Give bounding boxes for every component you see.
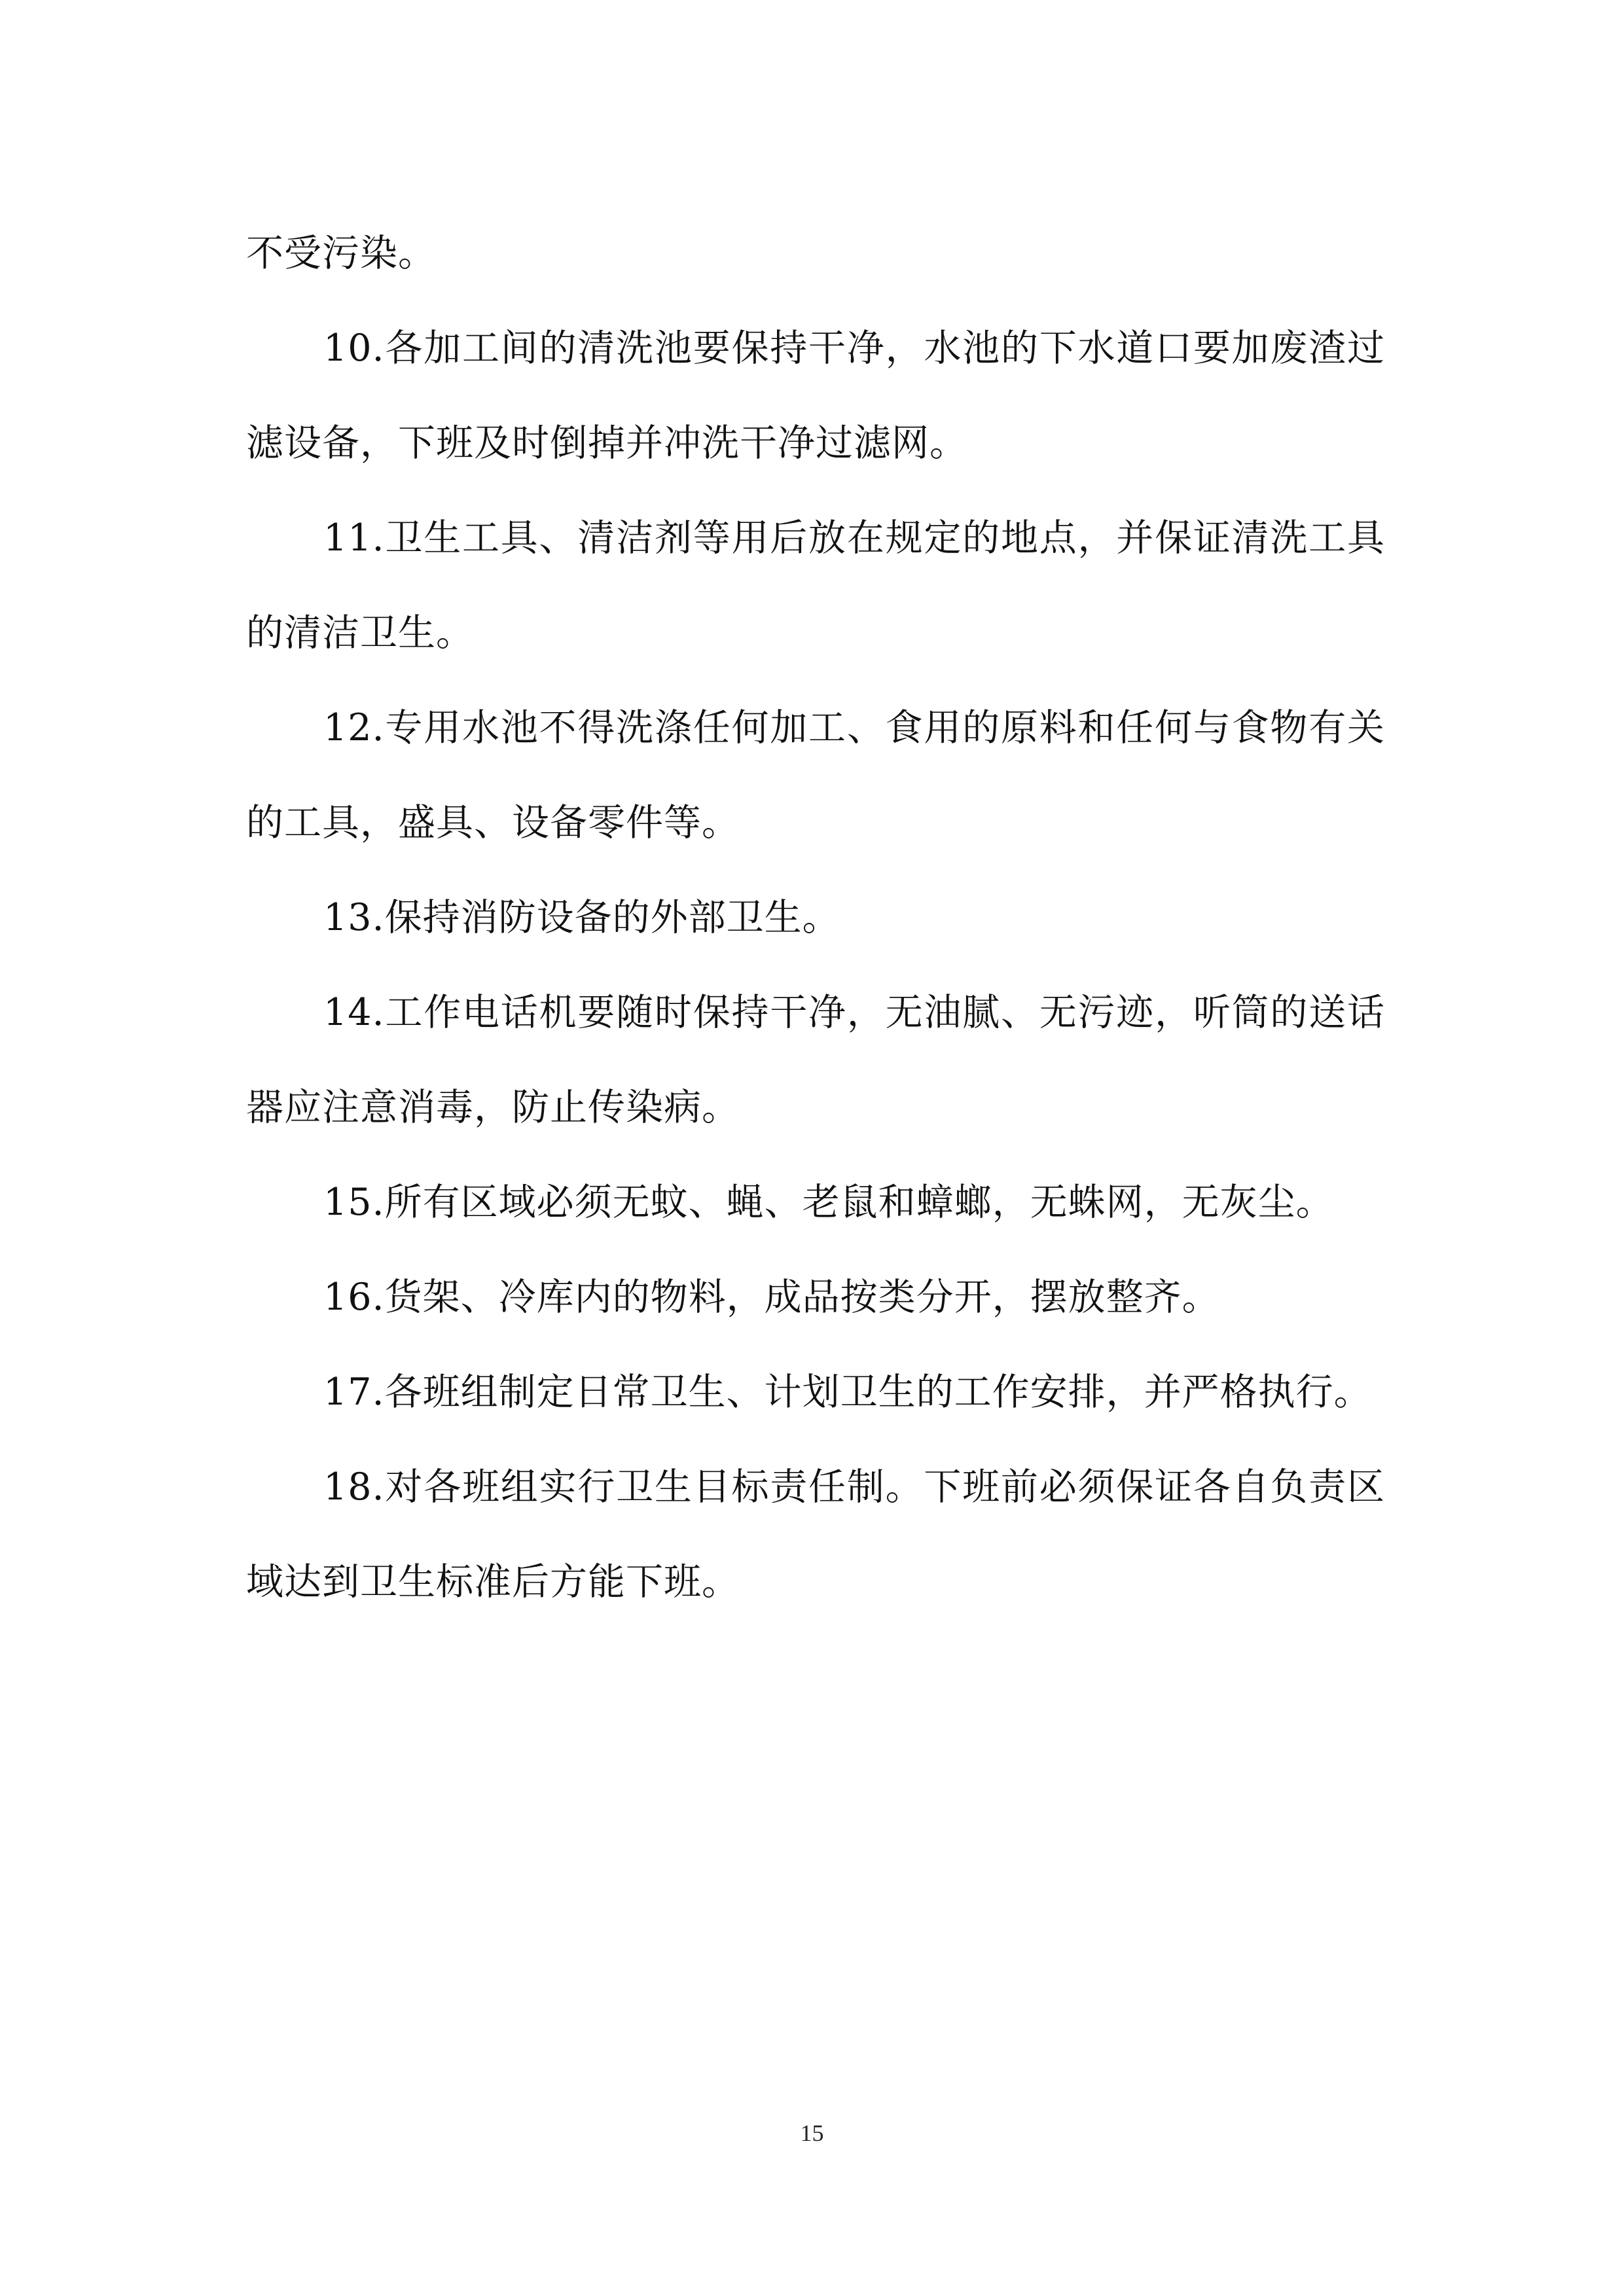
paragraph-item-15: 15.所有区域必须无蚊、蝇、老鼠和蟑螂，无蛛网，无灰尘。 <box>323 1181 1334 1224</box>
paragraph-item-13: 13.保持消防设备的外部卫生。 <box>323 896 840 939</box>
paragraph-item-18: 18.对各班组实行卫生目标责任制。下班前必须保证各自负责区域达到卫生标准后方能下班。 <box>246 1465 1385 1604</box>
paragraph-item-17: 17.各班组制定日常卫生、计划卫生的工作安排，并严格执行。 <box>323 1371 1372 1414</box>
paragraph-item-11: 11.卫生工具、清洁剂等用后放在规定的地点，并保证清洗工具的清洁卫生。 <box>246 516 1385 655</box>
document-body <box>246 206 1385 1630</box>
paragraph-item-10: 10.各加工间的清洗池要保持干净，水池的下水道口要加废渣过滤设备，下班及时倒掉并冲洗干净过滤网。 <box>246 327 1385 465</box>
paragraph-item-12: 12.专用水池不得洗涤任何加工、食用的原料和任何与食物有关的工具，盛具、设备零件等。 <box>246 706 1385 844</box>
paragraph-item-14: 14.工作电话机要随时保持干净，无油腻、无污迹，听筒的送话器应注意消毒，防止传染病。 <box>246 991 1385 1129</box>
paragraph-item-16: 16.货架、冷库内的物料，成品按类分开，摆放整齐。 <box>323 1276 1220 1319</box>
paragraph-continuation: 不受污染。 <box>246 232 436 275</box>
page-number: 15 <box>800 2120 824 2146</box>
